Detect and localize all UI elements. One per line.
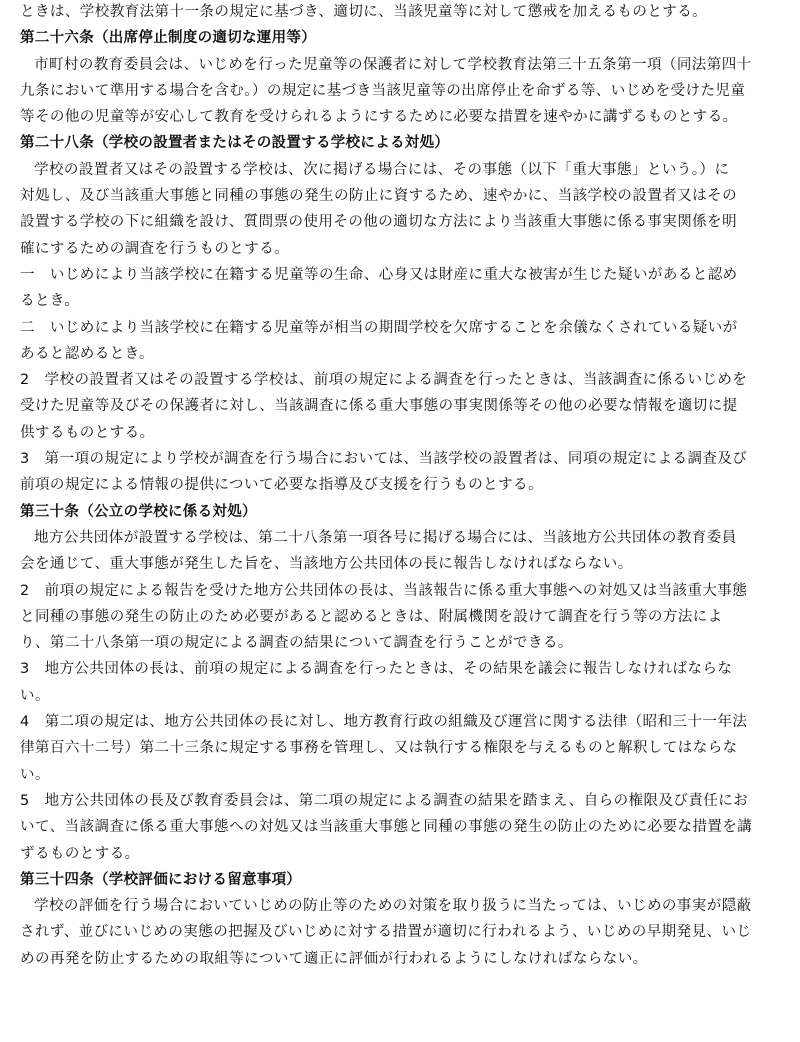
- article-28-item-2: 二 いじめにより当該学校に在籍する児童等が相当の期間学校を欠席することを余儀なくされている疑いが: [20, 319, 738, 336]
- article-26-line: 九条において準用する場合を含む。）の規定に基づき当該児童等の出席停止を命ずる等、いじめを受けた児童: [20, 82, 746, 99]
- article-34-line: されず、並びにいじめの実態の把握及びいじめに対する措置が適切に行われるよう、いじめの早期発見、いじ: [20, 924, 752, 941]
- article-30-line: い。: [20, 766, 50, 783]
- article-28-item-1: 一 いじめにより当該学校に在籍する児童等の生命、心身又は財産に重大な被害が生じた疑いがあると認め: [20, 266, 738, 283]
- article-30-paragraph-3: 3 地方公共団体の長は、前項の規定による調査を行ったときは、その結果を議会に報告しなければならな: [20, 661, 733, 678]
- article-28-heading: 第二十八条（学校の設置者またはその設置する学校による対処）: [20, 135, 450, 152]
- article-26-heading: 第二十六条（出席停止制度の適切な運用等）: [20, 30, 316, 47]
- article-28-paragraph-2: 2 学校の設置者又はその設置する学校は、前項の規定による調査を行ったときは、当該調査に係るいじめを: [20, 372, 748, 389]
- article-30-line: いて、当該調査に係る重大事態への対処又は当該重大事態と同種の事態の発生の防止のために必要な措置を講: [20, 819, 753, 836]
- article-28-line: 前項の規定による情報の提供について必要な指導及び支援を行うものとする。: [20, 477, 543, 494]
- article-34-section: [20, 868, 792, 971]
- article-34-heading: 第三十四条（学校評価における留意事項）: [20, 871, 302, 888]
- article-26-line: 等その他の児童等が安心して教育を受けられるようにするために必要な措置を速やかに講ずるものとする。: [20, 109, 738, 126]
- article-30-heading: 第三十条（公立の学校に係る対処）: [20, 503, 257, 520]
- article-28-line: あると認めるとき。: [20, 345, 154, 362]
- article-30-line: 会を通じて、重大事態が発生した旨を、当該地方公共団体の長に報告しなければならない。: [20, 556, 633, 573]
- article-34-line: めの再発を防止するための取組等について適正に評価が行われるようにしなければならない。: [20, 950, 648, 967]
- article-28-line: 確にするための調査を行うものとする。: [20, 240, 290, 257]
- article-28-line: 供するものとする。: [20, 424, 155, 441]
- article-28-line: 学校の設置者又はその設置する学校は、次に掲げる場合には、その事態（以下「重大事態」という。）に: [34, 161, 730, 178]
- article-30-paragraph-4: 4 第二項の規定は、地方公共団体の長に対し、地方教育行政の組織及び運営に関する法律（昭和三十一年法: [20, 714, 748, 731]
- article-30-paragraph-5: 5 地方公共団体の長及び教育委員会は、第二項の規定による調査の結果を踏まえ、自らの権限及び責任にお: [20, 792, 749, 809]
- article-28-paragraph-3: 3 第一項の規定により学校が調査を行う場合においては、当該学校の設置者は、同項の規定による調査及び: [20, 451, 748, 468]
- article-30-section: [20, 500, 792, 866]
- article-28-line: 対処し、及び当該重大事態と同種の事態の発生の防止に資するため、速やかに、当該学校の設置者又はその: [20, 188, 738, 205]
- article-30-line: 律第百六十二号）第二十三条に規定する事務を管理し、又は執行する権限を与えるものと解釈してはならな: [20, 740, 738, 757]
- article-28-section: [20, 131, 792, 497]
- article-28-line: 設置する学校の下に組織を設け、質問票の使用その他の適切な方法により当該重大事態に係る事実関係を明: [20, 214, 738, 231]
- article-34-line: 学校の評価を行う場合においていじめの防止等のための対策を取り扱うに当たっては、いじめの事実が隠蔽: [34, 898, 752, 915]
- article-30-line: と同種の事態の発生の防止のため必要があると認めるときは、附属機関を設けて調査を行う等の方法によ: [20, 608, 723, 625]
- article-28-line: るとき。: [20, 293, 80, 310]
- article-26-line: 市町村の教育委員会は、いじめを行った児童等の保護者に対して学校教育法第三十五条第一項（同法第四十: [34, 56, 752, 73]
- article-30-line: り、第二十八条第一項の規定による調査の結果について調査を行うことができる。: [20, 635, 573, 652]
- intro-line: ときは、学校教育法第十一条の規定に基づき、適切に、当該児童等に対して懲戒を加えるものとする。: [20, 4, 708, 20]
- article-28-line: 受けた児童等及びその保護者に対し、当該調査に係る重大事態の事実関係等その他の必要な情報を適切に提: [20, 398, 738, 415]
- article-30-line: ずるものとする。: [20, 845, 140, 862]
- article-30-paragraph-2: 2 前項の規定による報告を受けた地方公共団体の長は、当該報告に係る重大事態への対処又は当該重大事態: [20, 582, 748, 599]
- article-26-section: [20, 26, 792, 129]
- article-30-line: い。: [20, 687, 50, 704]
- article-30-line: 地方公共団体が設置する学校は、第二十八条第一項各号に掲げる場合には、当該地方公共団体の教育委員: [34, 529, 737, 546]
